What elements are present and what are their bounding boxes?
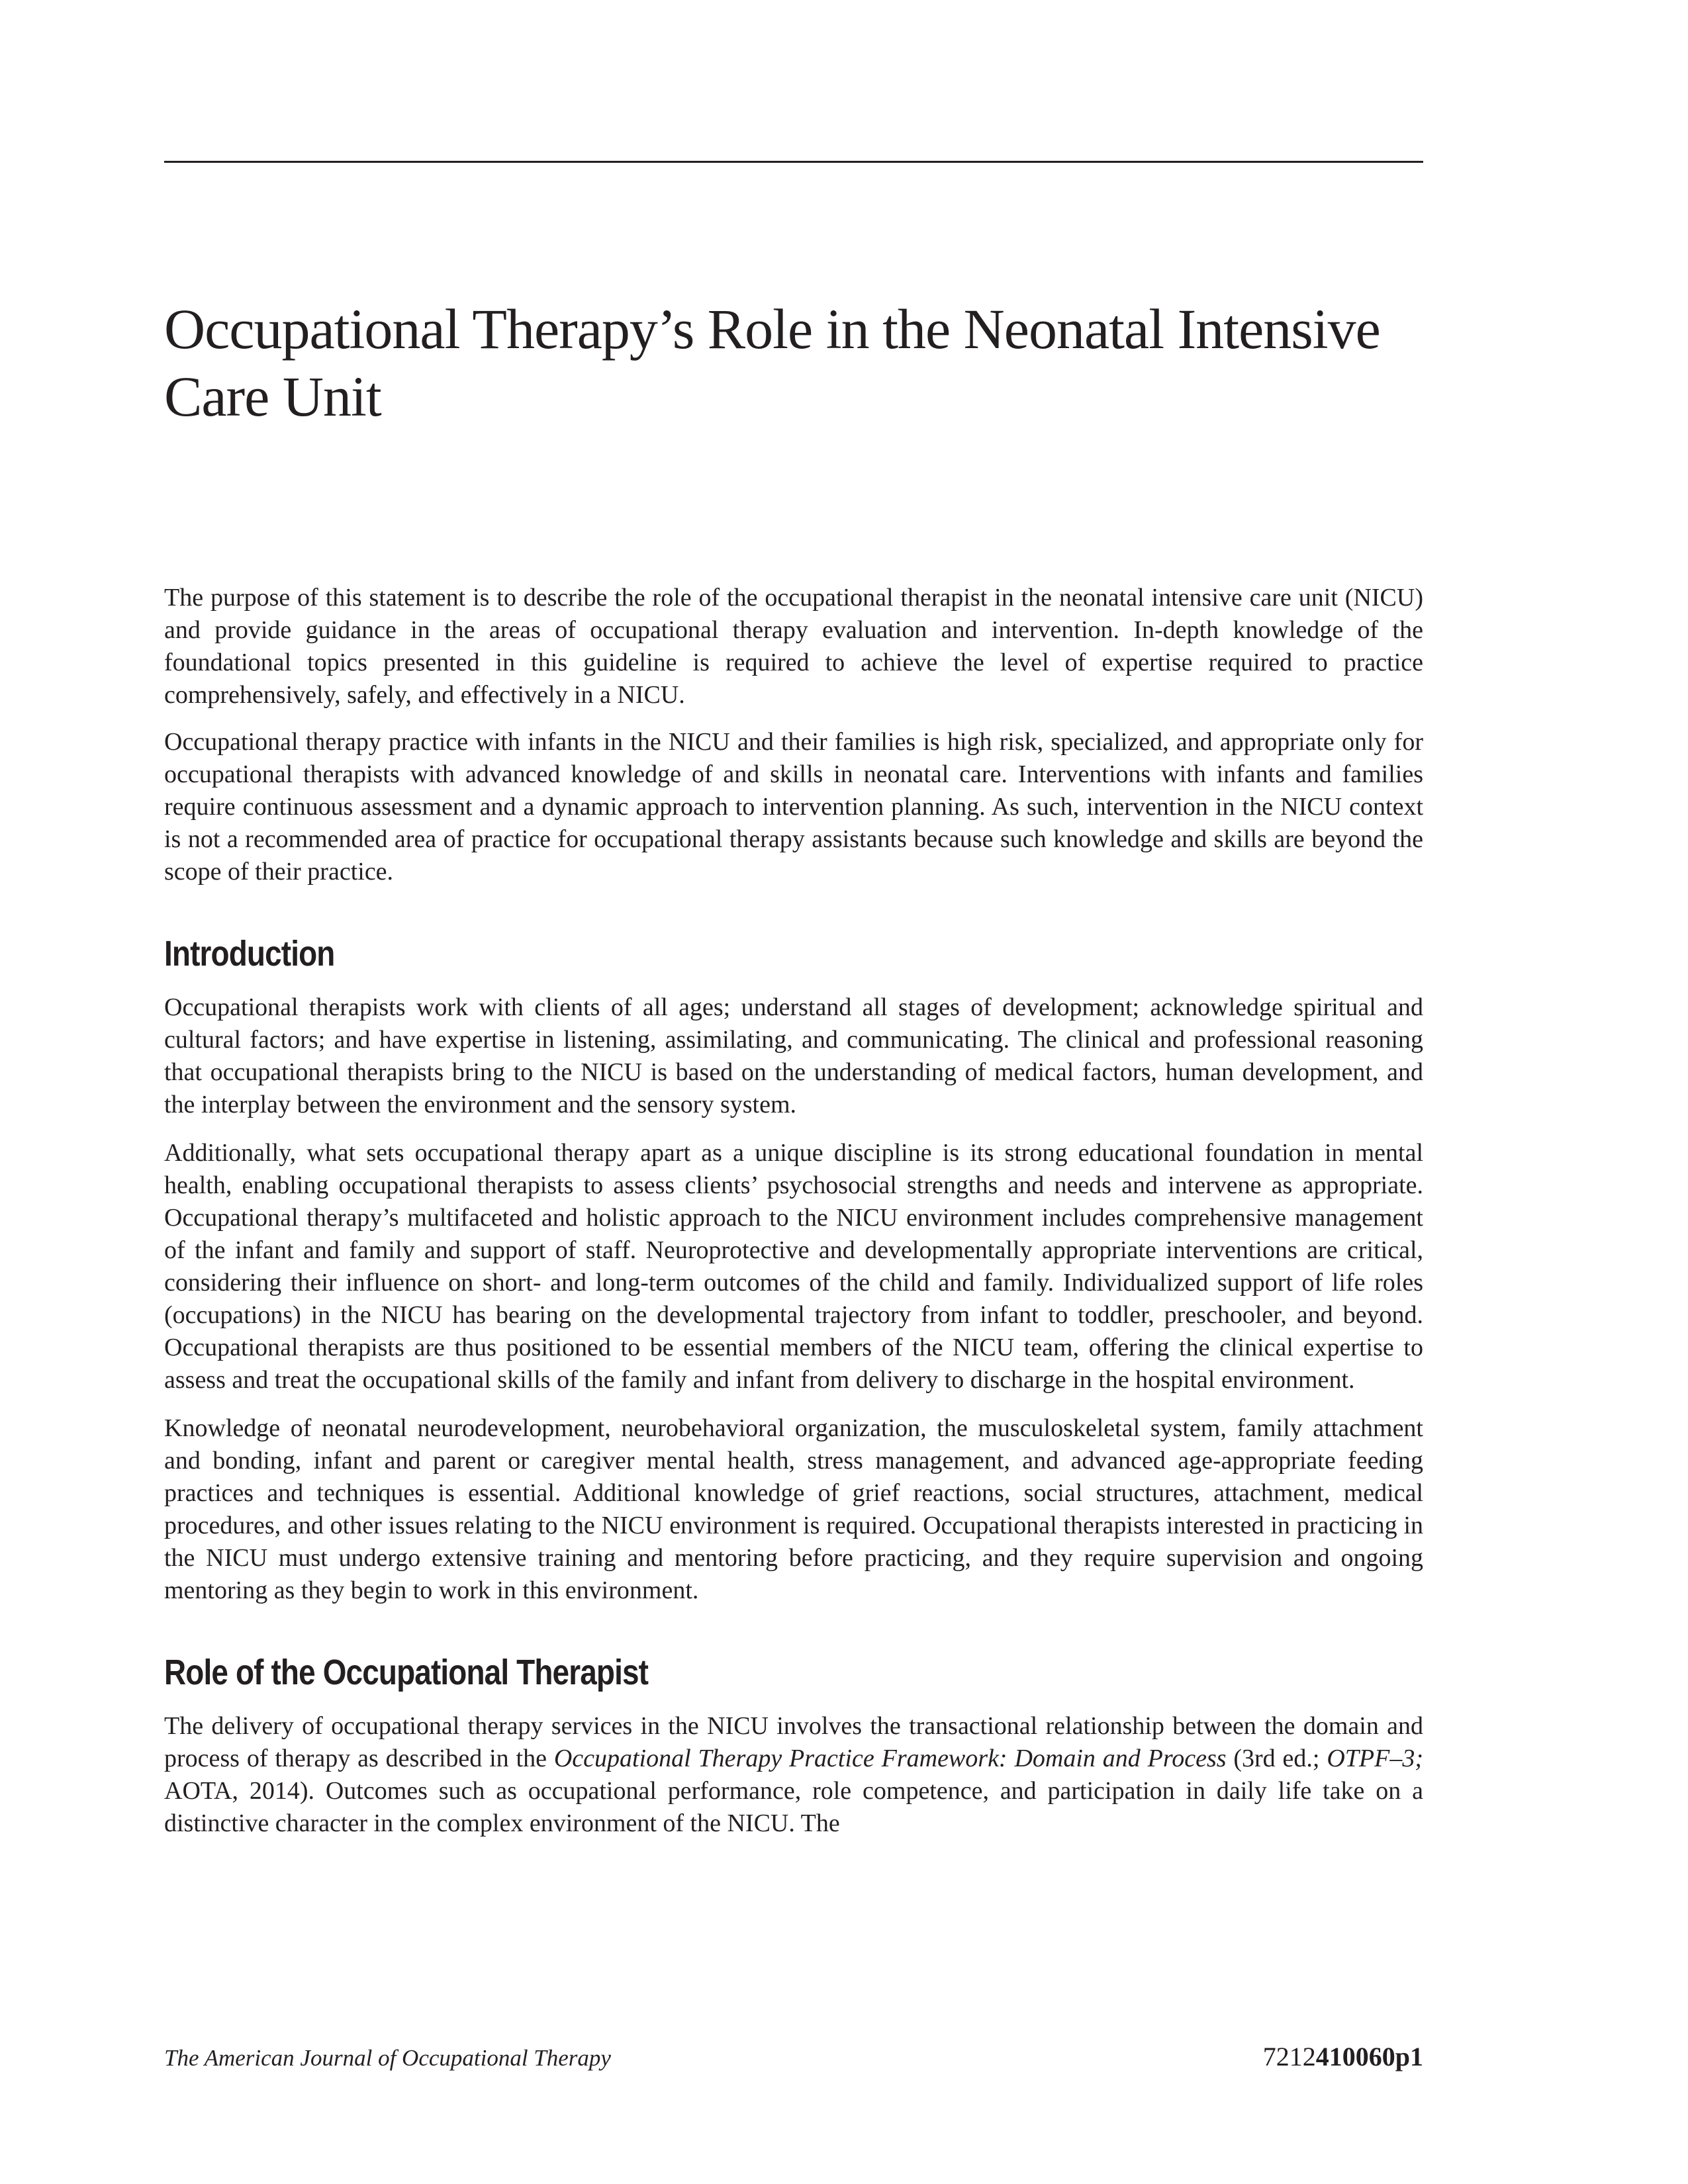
body-paragraph: Occupational therapists work with clients of all ages; understand all stages of development; acknowledge spiritual and cultural factors; and have expertise in listening, assimilating, and communicating. The clinical and professional reasoning that occupational therapists bring to the NICU is based on the understanding of medical factors, human development, and the interplay between the environment and the sensory system.: [164, 993, 1423, 1118]
article-page-content: [164, 0, 1423, 1840]
abstract-paragraph: Occupational therapy practice with infants in the NICU and their families is high risk, specialized, and appropriate only for occupational therapists with advanced knowledge of and skills in neonatal care. Interventions with infants and families require continuous assessment and a dynamic approach to intervention planning. As such, intervention in the NICU context is not a recommended area of practice for occupational therapy assistants because such knowledge and skills are beyond the scope of their practice.: [164, 728, 1423, 886]
abstract-section: [164, 582, 1423, 888]
footer-page-number: 7212410060p1: [1262, 2042, 1423, 2071]
footer-journal-title: The American Journal of Occupational Therapy: [164, 2045, 611, 2071]
body-paragraph: Knowledge of neonatal neurodevelopment, neurobehavioral organization, the musculoskeletal system, family attachment and bonding, infant and parent or caregiver mental health, stress management, and advanced age-appropriate feeding practices and techniques is essential. Additional knowledge of grief reactions, social structures, attachment, medical procedures, and other issues relating to the NICU environment is required. Occupational therapists interested in practicing in the NICU must undergo extensive training and mentoring before practicing, and they require supervision and ongoing mentoring as they begin to work in this environment.: [164, 1414, 1423, 1604]
article-title: Occupational Therapy’s Role in the Neonatal Intensive Care Unit: [164, 297, 1380, 428]
body-paragraph: Additionally, what sets occupational therapy apart as a unique discipline is its strong educational foundation in mental health, enabling occupational therapists to assess clients’ psychosocial strengths and needs and intervene as appropriate. Occupational therapy’s multifaceted and holistic approach to the NICU environment includes comprehensive management of the infant and family and support of staff. Neuroprotective and developmentally appropriate interventions are critical, considering their influence on short- and long-term outcomes of the child and family. Individualized support of life roles (occupations) in the NICU has bearing on the developmental trajectory from infant to toddler, preschooler, and beyond. Occupational therapists are thus positioned to be essential members of the NICU team, offering the clinical expertise to assess and treat the occupational skills of the family and infant from delivery to discharge in the hospital environment.: [164, 1139, 1423, 1394]
abstract-paragraph: The purpose of this statement is to describe the role of the occupational therapist in the neonatal intensive care unit (NICU) and provide guidance in the areas of occupational therapy evaluation and intervention. In-depth knowledge of the foundational topics presented in this guideline is required to achieve the level of expertise required to practice comprehensively, safely, and effectively in a NICU.: [164, 584, 1423, 709]
section-role-of-the-occupational-therapist: [164, 1653, 1423, 1840]
section-introduction: [164, 934, 1423, 1607]
top-rule: [164, 161, 1423, 163]
page-footer: [164, 2042, 1423, 2073]
section-heading-role: Role of the Occupational Therapist: [164, 1653, 649, 1692]
section-heading-introduction: Introduction: [164, 934, 335, 974]
body-paragraph: The delivery of occupational therapy services in the NICU involves the transactional relationship between the domain and process of therapy as described in the Occupational Therapy Practice Framework: Domain and Process (3rd ed.; OTPF–3; AOTA, 2014). Outcomes such as occupational performance, role competence, and participation in daily life take on a distinctive character in the complex environment of the NICU. The: [164, 1712, 1423, 1837]
